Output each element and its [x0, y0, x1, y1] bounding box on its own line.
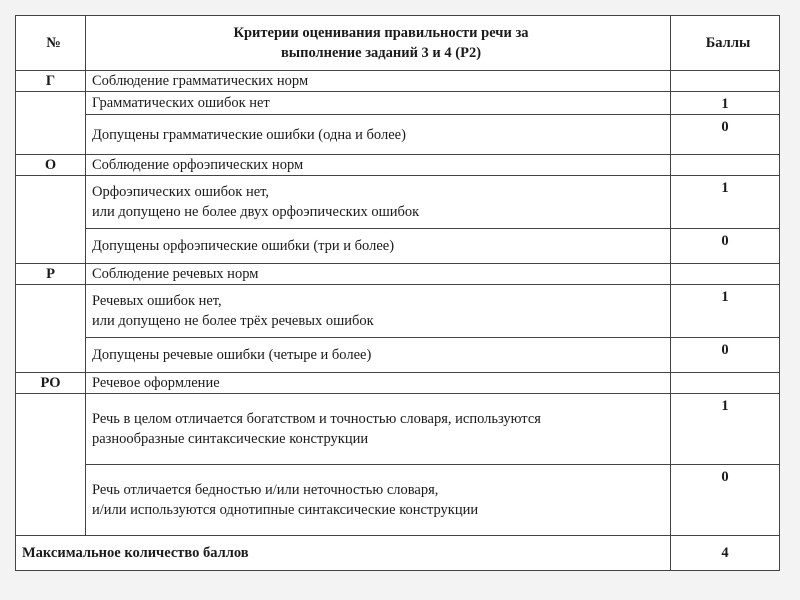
criterion-text: Речевых ошибок нет, или допущено не более трёх речевых ошибок: [86, 285, 671, 338]
section-code: Г: [16, 71, 86, 92]
criterion-points: 0: [671, 338, 780, 373]
criterion-points: 1: [671, 92, 780, 115]
header-criteria: [86, 16, 671, 71]
table-row: [16, 115, 780, 155]
section-points-empty: [671, 264, 780, 285]
table-row: [16, 394, 780, 465]
criterion-text: Допущены речевые ошибки (четыре и более): [86, 338, 671, 373]
total-label: Максимальное количество баллов: [16, 536, 671, 571]
section-points-empty: [671, 71, 780, 92]
criterion-points: 1: [671, 176, 780, 229]
section-row: [16, 155, 780, 176]
section-title: Соблюдение орфоэпических норм: [86, 155, 671, 176]
table-row: [16, 285, 780, 338]
header-number: №: [16, 16, 86, 71]
code-spacer: [16, 176, 86, 264]
header-criteria-line2: выполнение заданий 3 и 4 (Р2): [280, 45, 482, 61]
section-code: О: [16, 155, 86, 176]
criterion-points: 0: [671, 465, 780, 536]
table-row: [16, 92, 780, 115]
code-spacer: [16, 394, 86, 536]
criterion-points: 1: [671, 394, 780, 465]
criterion-points: 0: [671, 229, 780, 264]
section-title: Соблюдение речевых норм: [86, 264, 671, 285]
criterion-text: Допущены орфоэпические ошибки (три и более): [86, 229, 671, 264]
section-points-empty: [671, 373, 780, 394]
header-criteria-line1: Критерии оценивания правильности речи за: [233, 25, 529, 41]
criterion-text: Речь в целом отличается богатством и точностью словаря, используются разнообразные синтаксические конструкции: [86, 394, 671, 465]
criterion-text: Грамматических ошибок нет: [86, 92, 671, 115]
code-spacer: [16, 285, 86, 373]
criterion-text: Орфоэпических ошибок нет, или допущено не более двух орфоэпических ошибок: [86, 176, 671, 229]
section-points-empty: [671, 155, 780, 176]
table-row: [16, 338, 780, 373]
criteria-table: [15, 15, 780, 571]
section-code: Р: [16, 264, 86, 285]
total-row: [16, 536, 780, 571]
section-title: Речевое оформление: [86, 373, 671, 394]
criterion-text: Речь отличается бедностью и/или неточностью словаря, и/или используются однотипные синтаксические конструкции: [86, 465, 671, 536]
table-row: [16, 176, 780, 229]
section-title: Соблюдение грамматических норм: [86, 71, 671, 92]
table-row: [16, 465, 780, 536]
section-row: [16, 71, 780, 92]
criterion-points: 0: [671, 115, 780, 155]
criterion-points: 1: [671, 285, 780, 338]
header-points: Баллы: [671, 16, 780, 71]
section-code: РО: [16, 373, 86, 394]
table-header-row: [16, 16, 780, 71]
table-row: [16, 229, 780, 264]
total-value: 4: [671, 536, 780, 571]
criterion-text: Допущены грамматические ошибки (одна и более): [86, 115, 671, 155]
section-row: [16, 373, 780, 394]
section-row: [16, 264, 780, 285]
code-spacer: [16, 92, 86, 155]
